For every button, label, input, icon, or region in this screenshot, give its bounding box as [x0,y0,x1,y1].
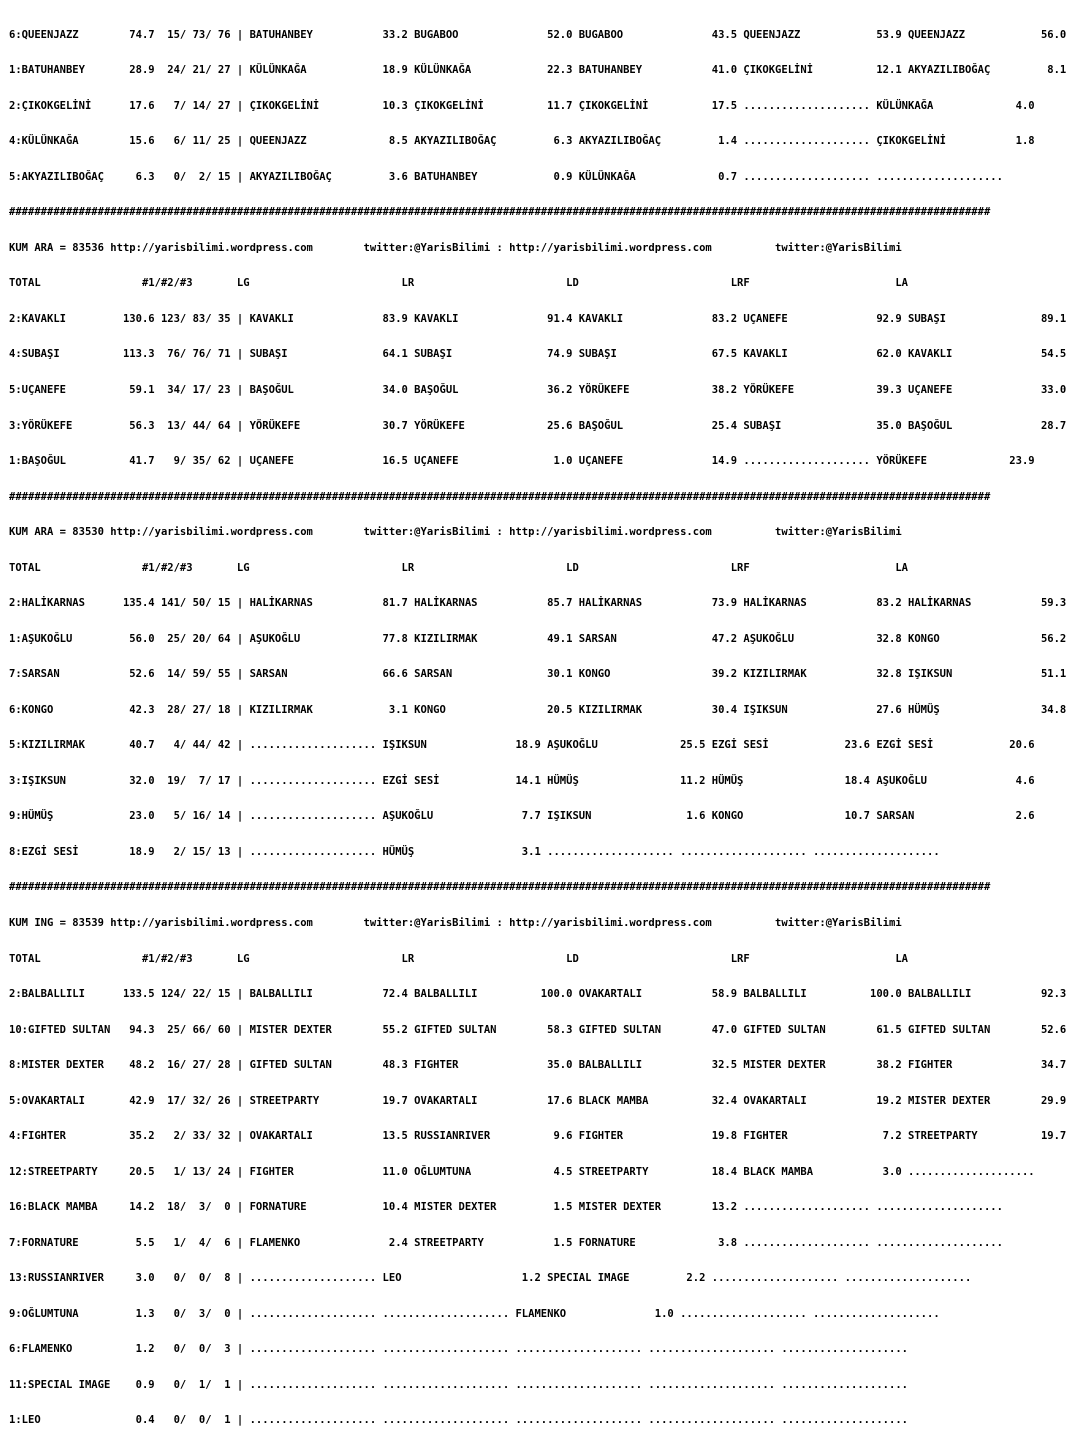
table-row: 7:FORNATURE 5.5 1/ 4/ 6 | FLAMENKO 2.4 STREETPARTY 1.5 FORNATURE 3.8 .................... .................... [9,1236,1003,1249]
table-row: 5:KIZILIRMAK 40.7 4/ 44/ 42 | .................... IŞIKSUN 18.9 AŞUKOĞLU 25.5 EZGİ SESİ 23.6 EZGİ SESİ 20.6 [9,739,1035,752]
table-row: 12:STREETPARTY 20.5 1/ 13/ 24 | FIGHTER 11.0 OĞLUMTUNA 4.5 STREETPARTY 18.4 BLACK MAMBA 3.0 .................... [9,1165,1035,1178]
table-row: 5:UÇANEFE 59.1 34/ 17/ 23 | BAŞOĞUL 34.0 BAŞOĞUL 36.2 YÖRÜKEFE 38.2 YÖRÜKEFE 39.3 UÇANEFE 33.0 [9,384,1067,396]
table-row: 4:KÜLÜNKAĞA 15.6 6/ 11/ 25 | QUEENJAZZ 8.5 AKYAZILIBOĞAÇ 6.3 AKYAZILIBOĞAÇ 1.4 .................... ÇIKOKGELİNİ 1.8 [9,135,1035,148]
section-divider: ########################################################################################################################################################### [9,881,991,894]
table-row: 1:LEO 0.4 0/ 0/ 1 | .................... .................... .................... .................... .................... [9,1414,908,1427]
table-row: 7:SARSAN 52.6 14/ 59/ 55 | SARSAN 66.6 SARSAN 30.1 KONGO 39.2 KIZILIRMAK 32.8 IŞIKSUN 51.1 [9,668,1067,681]
table-row: 2:BALBALLILI 133.5 124/ 22/ 15 | BALBALLILI 72.4 BALBALLILI 100.0 OVAKARTALI 58.9 BALBALLILI 100.0 BALBALLILI 92.3 [9,988,1067,1001]
table-row: 10:GIFTED SULTAN 94.3 25/ 66/ 60 | MISTER DEXTER 55.2 GIFTED SULTAN 58.3 GIFTED SULTAN 47.0 GIFTED SULTAN 61.5 GIFTED SULTAN 52.6 [9,1023,1067,1036]
table-row: 5:OVAKARTALI 42.9 17/ 32/ 26 | STREETPARTY 19.7 OVAKARTALI 17.6 BLACK MAMBA 32.4 OVAKARTALI 19.2 MISTER DEXTER 29.9 [9,1094,1067,1107]
race-header-kum-ara-83530: KUM ARA = 83530 http://yarisbilimi.wordpress.com twitter:@YarisBilimi : http://yarisbilimi.wordpress.com twitter:@YarisBilimi [9,526,902,539]
column-header-row: TOTAL #1/#2/#3 LG LR LD LRF LA [9,561,908,574]
table-row: 13:RUSSIANRIVER 3.0 0/ 0/ 8 | .................... LEO 1.2 SPECIAL IMAGE 2.2 .................... .................... [9,1272,972,1285]
table-row: 8:MISTER DEXTER 48.2 16/ 27/ 28 | GIFTED SULTAN 48.3 FIGHTER 35.0 BALBALLILI 32.5 MISTER DEXTER 38.2 FIGHTER 34.7 [9,1059,1067,1072]
table-row: 6:QUEENJAZZ 74.7 15/ 73/ 76 | BATUHANBEY 33.2 BUGABOO 52.0 BUGABOO 43.5 QUEENJAZZ 53.9 QUEENJAZZ 56.0 [9,28,1067,41]
table-row: 6:KONGO 42.3 28/ 27/ 18 | KIZILIRMAK 3.1 KONGO 20.5 KIZILIRMAK 30.4 IŞIKSUN 27.6 HÜMÜŞ 34.8 [9,703,1067,716]
table-row: 2:KAVAKLI 130.6 123/ 83/ 35 | KAVAKLI 83.9 KAVAKLI 91.4 KAVAKLI 83.2 UÇANEFE 92.9 SUBAŞI 89.1 [9,312,1067,325]
column-header-row: TOTAL #1/#2/#3 LG LR LD LRF LA [9,952,908,965]
table-row: 11:SPECIAL IMAGE 0.9 0/ 1/ 1 | .................... .................... .................... .................... .................... [9,1378,908,1391]
table-row: 1:BATUHANBEY 28.9 24/ 21/ 27 | KÜLÜNKAĞA 18.9 KÜLÜNKAĞA 22.3 BATUHANBEY 41.0 ÇIKOKGELİNİ 12.1 AKYAZILIBOĞAÇ 8.1 [9,64,1067,77]
table-row: 4:SUBAŞI 113.3 76/ 76/ 71 | SUBAŞI 64.1 SUBAŞI 74.9 SUBAŞI 67.5 KAVAKLI 62.0 KAVAKLI 54.5 [9,348,1067,361]
table-row: 3:IŞIKSUN 32.0 19/ 7/ 17 | .................... EZGİ SESİ 14.1 HÜMÜŞ 11.2 HÜMÜŞ 18.4 AŞUKOĞLU 4.6 [9,774,1035,787]
table-row: 9:OĞLUMTUNA 1.3 0/ 3/ 0 | .................... .................... FLAMENKO 1.0 .................... .................... [9,1307,940,1320]
table-row: 2:ÇIKOKGELİNİ 17.6 7/ 14/ 27 | ÇIKOKGELİNİ 10.3 ÇIKOKGELİNİ 11.7 ÇIKOKGELİNİ 17.5 .................... KÜLÜNKAĞA 4.0 [9,99,1035,112]
table-row: 3:YÖRÜKEFE 56.3 13/ 44/ 64 | YÖRÜKEFE 30.7 YÖRÜKEFE 25.6 BAŞOĞUL 25.4 SUBAŞI 35.0 BAŞOĞUL 28.7 [9,419,1067,432]
table-row: 8:EZGİ SESİ 18.9 2/ 15/ 13 | .................... HÜMÜŞ 3.1 .................... .................... .................... [9,845,940,858]
table-row: 6:FLAMENKO 1.2 0/ 0/ 3 | .................... .................... .................... .................... .................... [9,1343,908,1356]
race-statistics-sheet [9,6,1073,1439]
table-row: 9:HÜMÜŞ 23.0 5/ 16/ 14 | .................... AŞUKOĞLU 7.7 IŞIKSUN 1.6 KONGO 10.7 SARSAN 2.6 [9,810,1035,823]
column-header-row: TOTAL #1/#2/#3 LG LR LD LRF LA [9,277,908,290]
table-row: 2:HALİKARNAS 135.4 141/ 50/ 15 | HALİKARNAS 81.7 HALİKARNAS 85.7 HALİKARNAS 73.9 HALİKARNAS 83.2 HALİKARNAS 59.3 [9,597,1067,610]
table-row: 1:BAŞOĞUL 41.7 9/ 35/ 62 | UÇANEFE 16.5 UÇANEFE 1.0 UÇANEFE 14.9 .................... YÖRÜKEFE 23.9 [9,455,1035,468]
section-divider: ########################################################################################################################################################### [9,490,991,503]
table-row: 5:AKYAZILIBOĞAÇ 6.3 0/ 2/ 15 | AKYAZILIBOĞAÇ 3.6 BATUHANBEY 0.9 KÜLÜNKAĞA 0.7 .................... .................... [9,170,1003,183]
table-row: 4:FIGHTER 35.2 2/ 33/ 32 | OVAKARTALI 13.5 RUSSIANRIVER 9.6 FIGHTER 19.8 FIGHTER 7.2 STREETPARTY 19.7 [9,1130,1067,1143]
section-divider: ########################################################################################################################################################### [9,206,991,219]
table-row: 16:BLACK MAMBA 14.2 18/ 3/ 0 | FORNATURE 10.4 MISTER DEXTER 1.5 MISTER DEXTER 13.2 .................... .................... [9,1201,1003,1214]
race-header-kum-ara-83536: KUM ARA = 83536 http://yarisbilimi.wordpress.com twitter:@YarisBilimi : http://yarisbilimi.wordpress.com twitter:@YarisBilimi [9,241,902,254]
table-row: 1:AŞUKOĞLU 56.0 25/ 20/ 64 | AŞUKOĞLU 77.8 KIZILIRMAK 49.1 SARSAN 47.2 AŞUKOĞLU 32.8 KONGO 56.2 [9,632,1067,645]
race-header-kum-ing-83539: KUM ING = 83539 http://yarisbilimi.wordpress.com twitter:@YarisBilimi : http://yarisbilimi.wordpress.com twitter:@YarisBilimi [9,916,902,929]
